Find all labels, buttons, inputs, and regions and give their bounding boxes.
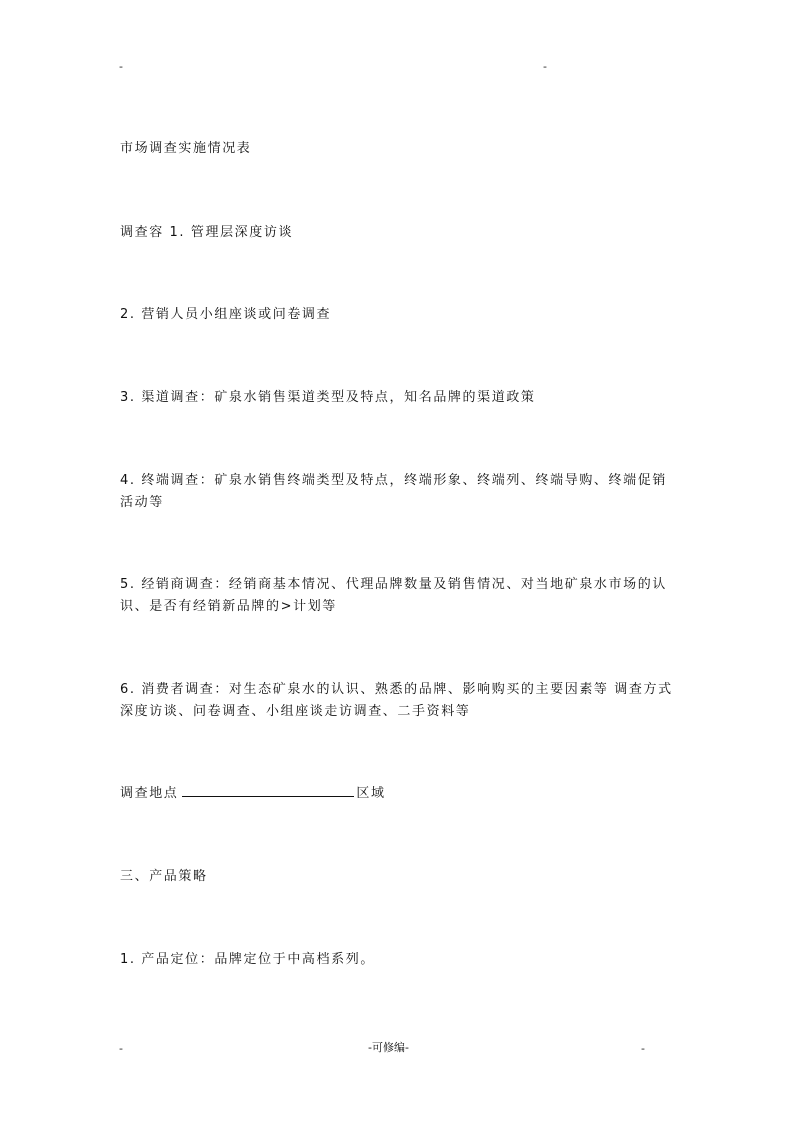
survey-item-3: 3. 渠道调查：矿泉水销售渠道类型及特点，知名品牌的渠道政策 — [120, 390, 536, 405]
survey-location-line — [120, 783, 680, 805]
header-left-mark: - — [119, 60, 123, 73]
header-right-mark: - — [543, 60, 547, 73]
document-title: 市场调查实施情况表 — [120, 141, 252, 156]
survey-item-2: 2. 营销人员小组座谈或问卷调查 — [120, 307, 332, 322]
survey-location-blank — [182, 784, 354, 797]
survey-item-1: 调查容 1. 管理层深度访谈 — [120, 225, 294, 240]
footer-left-mark: - — [119, 1042, 123, 1055]
footer-center-text: -可修编- — [368, 1041, 409, 1054]
survey-location-label: 调查地点 — [120, 786, 179, 801]
product-item-1: 1. 产品定位：品牌定位于中高档系列。 — [120, 952, 375, 967]
section-heading-product-strategy: 三、产品策略 — [120, 869, 208, 884]
footer-right-mark: - — [641, 1042, 645, 1055]
survey-item-4: 4. 终端调查：矿泉水销售终端类型及特点，终端形象、终端列、终端导购、终端促销活动等 — [120, 473, 667, 510]
survey-item-5: 5. 经销商调查：经销商基本情况、代理品牌数量及销售情况、对当地矿泉水市场的认识、是否有经销新品牌的>计划等 — [120, 577, 667, 614]
survey-location-suffix: 区域 — [356, 786, 386, 801]
survey-item-6: 6. 消费者调查：对生态矿泉水的认识、熟悉的品牌、影响购买的主要因素等 调查方式深度访谈、问卷调查、小组座谈走访调查、二手资料等 — [120, 682, 673, 719]
